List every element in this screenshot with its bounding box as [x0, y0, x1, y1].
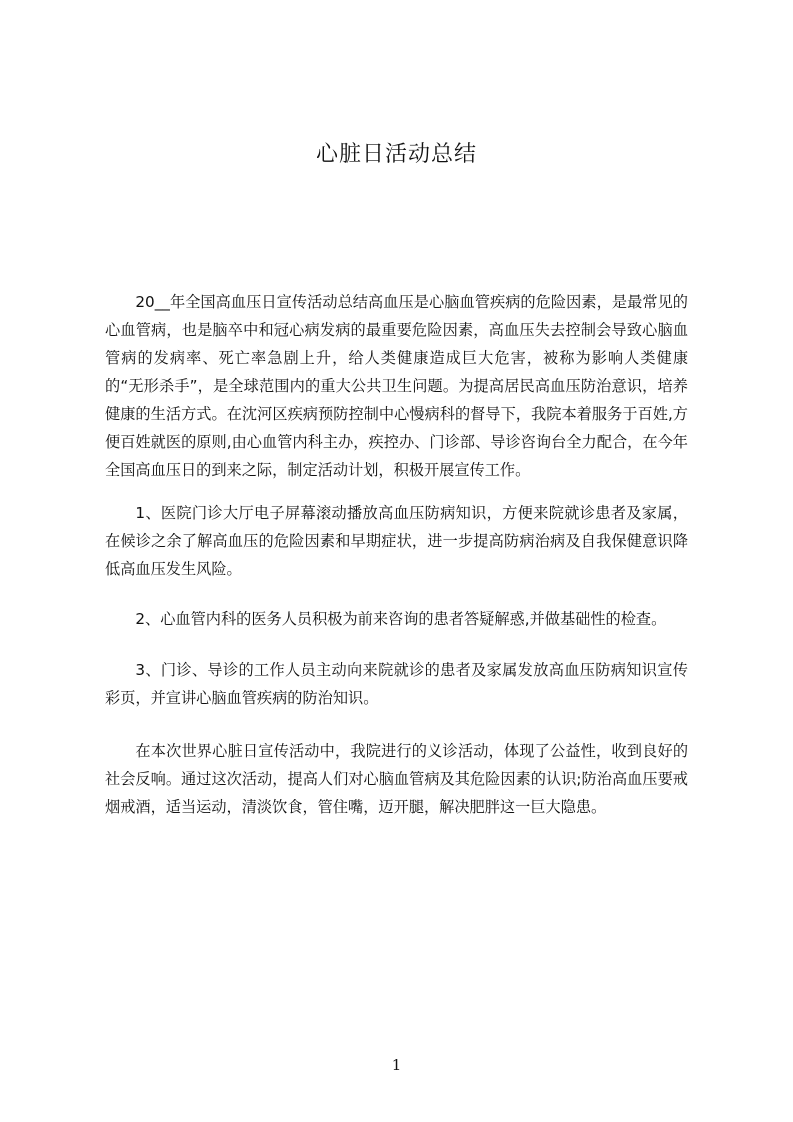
paragraph-conclusion: 在本次世界心脏日宣传活动中，我院进行的义诊活动，体现了公益性，收到良好的社会反响。通过这次活动，提高人们对心脑血管病及其危险因素的认识;防治高血压要戒烟戒酒，适当运动，清淡饮食，管住嘴，迈开腿，解决肥胖这一巨大隐患。	[105, 742, 688, 816]
paragraph-item-3: 3、门诊、导诊的工作人员主动向来院就诊的患者及家属发放高血压防病知识宣传彩页，并宣讲心脑血管疾病的防治知识。	[105, 661, 688, 707]
document-title: 心脏日活动总结	[315, 142, 477, 167]
page-number: 1	[391, 1056, 402, 1074]
paragraph-introduction: 20__年全国高血压日宣传活动总结高血压是心脑血管疾病的危险因素，是最常见的心血管病，也是脑卒中和冠心病发病的最重要危险因素，高血压失去控制会导致心脑血管病的发病率、死亡率急剧上升，给人类健康造成巨大危害，被称为影响人类健康的“无形杀手”，是全球范围内的重大公共卫生问题。为提高居民高血压防治意识，培养健康的生活方式。在沈河区疾病预防控制中心慢病科的督导下，我院本着服务于百姓,方便百姓就医的原则,由心血管内科主办，疾控办、门诊部、导诊咨询台全力配合，在今年全国高血压日的到来之际，制定活动计划，积极开展宣传工作。	[105, 293, 688, 479]
paragraph-item-2: 2、心血管内科的医务人员积极为前来咨询的患者答疑解惑,并做基础性的检查。	[135, 610, 667, 628]
paragraph-item-1: 1、医院门诊大厅电子屏幕滚动播放高血压防病知识，方便来院就诊患者及家属，在候诊之余了解高血压的危险因素和早期症状，进一步提高防病治病及自我保健意识降低高血压发生风险。	[105, 504, 688, 578]
